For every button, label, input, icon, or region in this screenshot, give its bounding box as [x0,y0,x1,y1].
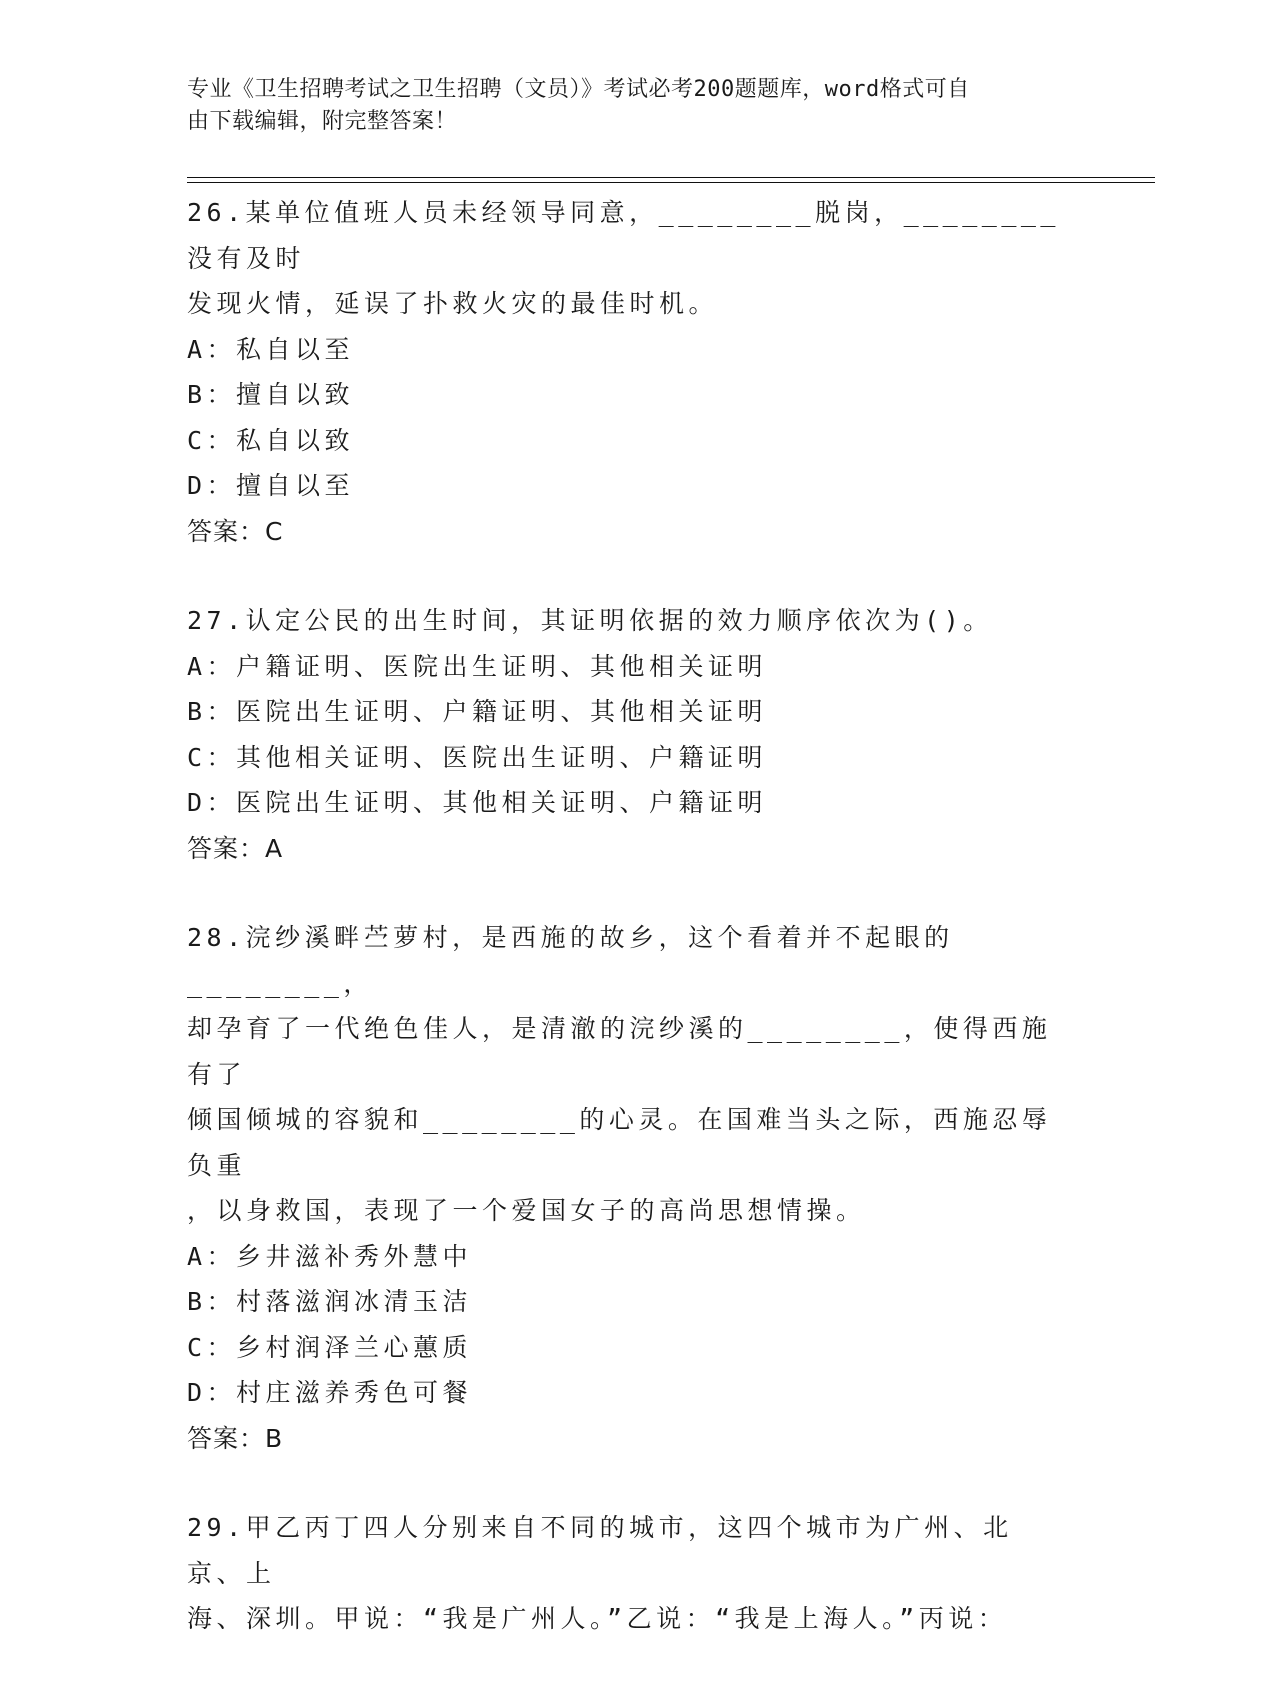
stem-line: 发现火情，延误了扑救火灾的最佳时机。 [187,289,719,318]
stem-line: 海、深圳。甲说：“我是广州人。”乙说：“我是上海人。”丙说： [187,1604,1008,1633]
stem-line: 27.认定公民的出生时间，其证明依据的效力顺序依次为()。 [187,606,993,635]
stem-line: 倾国倾城的容貌和________的心灵。在国难当头之际，西施忍辱负重 [187,1105,1052,1180]
header-divider-bottom [187,182,1155,183]
question-list [187,190,1067,1686]
question-29 [187,1505,1067,1642]
question-stem [187,190,1067,327]
header-line-1: 专业《卫生招聘考试之卫生招聘（文员）》考试必考200题题库，word格式可自 [187,77,970,102]
option-c: C：私自以致 [187,425,355,455]
question-stem [187,915,1067,1234]
option-a: A：私自以至 [187,334,355,364]
option-b: B：擅自以致 [187,380,355,409]
option-a: A：户籍证明、医院出生证明、其他相关证明 [187,651,768,681]
header-divider-top [187,177,1155,178]
stem-line: 28.浣纱溪畔苎萝村，是西施的故乡，这个看着并不起眼的________， [187,923,954,998]
answer-line: 答案：B [187,1423,284,1453]
stem-line: 29.甲乙丙丁四人分别来自不同的城市，这四个城市为广州、北京、上 [187,1513,1013,1588]
stem-line: 26.某单位值班人员未经领导同意，________脱岗，________没有及时 [187,198,1060,273]
option-c: C：乡村润泽兰心蕙质 [187,1332,473,1362]
question-28 [187,915,1067,1461]
stem-line: 却孕育了一代绝色佳人，是清澈的浣纱溪的________，使得西施有了 [187,1014,1052,1089]
option-b: B：医院出生证明、户籍证明、其他相关证明 [187,697,768,726]
option-d: D：医院出生证明、其他相关证明、户籍证明 [187,788,768,817]
question-27 [187,598,1067,871]
option-c: C：其他相关证明、医院出生证明、户籍证明 [187,742,768,772]
question-26 [187,190,1067,554]
question-stem [187,598,1067,644]
document-header [187,74,1067,138]
header-line-2: 由下载编辑，附完整答案！ [187,109,458,134]
option-b: B：村落滋润冰清玉洁 [187,1287,473,1316]
stem-line: ，以身救国，表现了一个爱国女子的高尚思想情操。 [187,1196,866,1225]
question-stem [187,1505,1067,1642]
option-d: D：擅自以至 [187,471,355,500]
option-a: A：乡井滋补秀外慧中 [187,1241,473,1271]
answer-line: 答案：A [187,833,284,863]
answer-line: 答案：C [187,516,284,546]
option-d: D：村庄滋养秀色可餐 [187,1378,473,1407]
